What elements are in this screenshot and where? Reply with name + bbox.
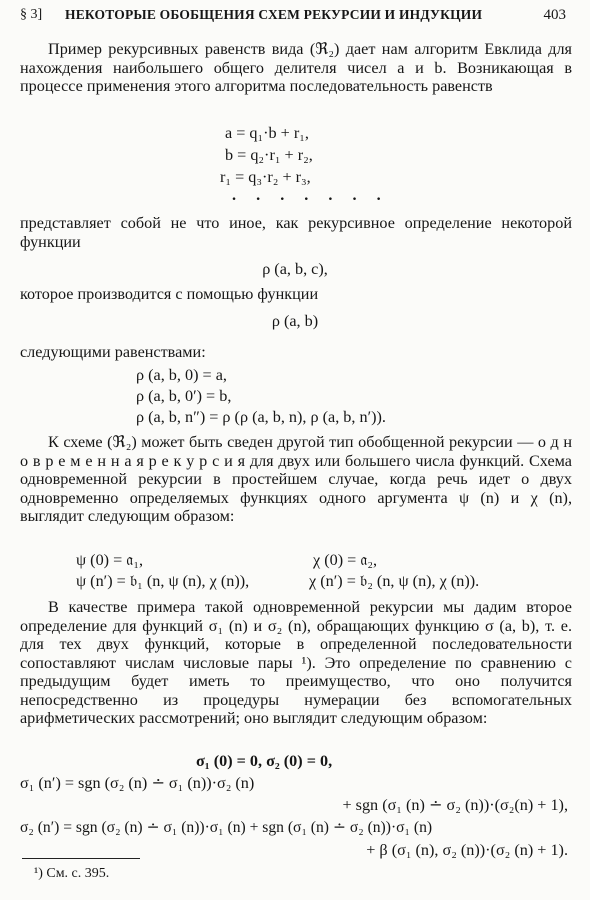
equation-ellipsis: . . . . . . .: [232, 186, 389, 204]
equation-sigma-init: σ₁ (0) = 0, σ₂ (0) = 0,: [196, 752, 333, 770]
equation-euclid-1: a = q₁·b + r₁,: [225, 124, 309, 142]
running-title: НЕКОТОРЫЕ ОБОБЩЕНИЯ СХЕМ РЕКУРСИИ И ИНДУКЦИИ: [65, 7, 483, 22]
equation-sigma2-a: σ₂ (n′) = sgn (σ₂ (n) ∸ σ₁ (n))·σ₁ (n) + sgn (σ₁ (n) ∸ σ₂ (n))·σ₁ (n): [20, 819, 433, 836]
formula-rho-abc: ρ (a, b, c),: [262, 260, 328, 278]
paragraph-euclid: Пример рекурсивных равенств вида (ℜ₂) дает нам алгоритм Евклида для нахождения наибольшего общего делителя чисел a и b. Возникающая в процессе применения этого алгоритма последовательность равенств: [20, 40, 572, 95]
paragraph-sigma-example: В качестве примера такой одновременной рекурсии мы дадим второе определение для функций σ₁ (n) и σ₂ (n), обращающих функцию σ (a, b), т. е. для тех двух функций, которые в определенной последовательности сопоставляют числам числовые пары ¹). Это определение по сравнению с предыдущим будет иметь то преимущество, что оно получится непосредственно из процедуры нумерации без вспомогательных арифметических рассмотрений; оно выглядит следующим образом:: [20, 598, 572, 727]
equation-sigma1-a: σ₁ (n′) = sgn (σ₂ (n) ∸ σ₁ (n))·σ₂ (n): [20, 774, 255, 792]
section-marker: § 3]: [20, 7, 43, 22]
page-number: 403: [543, 7, 566, 23]
equation-rho-2: ρ (a, b, 0′) = b,: [136, 387, 232, 405]
equation-euclid-2: b = q₂·r₁ + r₂,: [225, 146, 313, 164]
running-header: [20, 7, 570, 27]
equation-euclid-3: r₁ = q₃·r₂ + r₃,: [220, 168, 311, 186]
equation-psi-n: ψ (n′) = 𝔟₁ (n, ψ (n), χ (n)),: [76, 572, 250, 590]
equation-chi-n: χ (n′) = 𝔟₂ (n, ψ (n), χ (n)).: [309, 572, 480, 590]
paragraph-with-function: которое производится с помощью функции: [20, 285, 319, 303]
equation-psi-0: ψ (0) = 𝔞₁,: [76, 551, 144, 569]
equation-sigma2-b: + β (σ₁ (n), σ₂ (n))·(σ₂ (n) + 1).: [366, 841, 568, 859]
equation-sigma1-b: + sgn (σ₁ (n) ∸ σ₂ (n))·(σ₂(n) + 1),: [342, 796, 568, 814]
equation-rho-3: ρ (a, b, n″) = ρ (ρ (a, b, n), ρ (a, b, n′)).: [136, 408, 386, 426]
paragraph-recursive-def: представляет собой не что иное, как рекурсивное определение некоторой функции: [20, 214, 572, 251]
footnote: ¹) См. с. 395.: [34, 866, 110, 881]
paragraph-simultaneous: К схеме (ℜ₂) может быть сведен другой тип обобщенной рекурсии — о д н о в р е м е н н а я р е к у р с и я для двух или большего числа функций. Схема одновременной рекурсии в простейшем случае, когда речь идет о двух одновременно определяемых функциях одного аргумента ψ (n) и χ (n), выглядит следующим образом:: [20, 433, 572, 525]
equation-chi-0: χ (0) = 𝔞₂,: [313, 551, 378, 569]
paragraph-following-eqs: следующими равенствами:: [20, 343, 206, 361]
footnote-rule: [22, 858, 140, 859]
equation-rho-1: ρ (a, b, 0) = a,: [136, 366, 227, 384]
formula-rho-ab: ρ (a, b): [271, 312, 319, 330]
